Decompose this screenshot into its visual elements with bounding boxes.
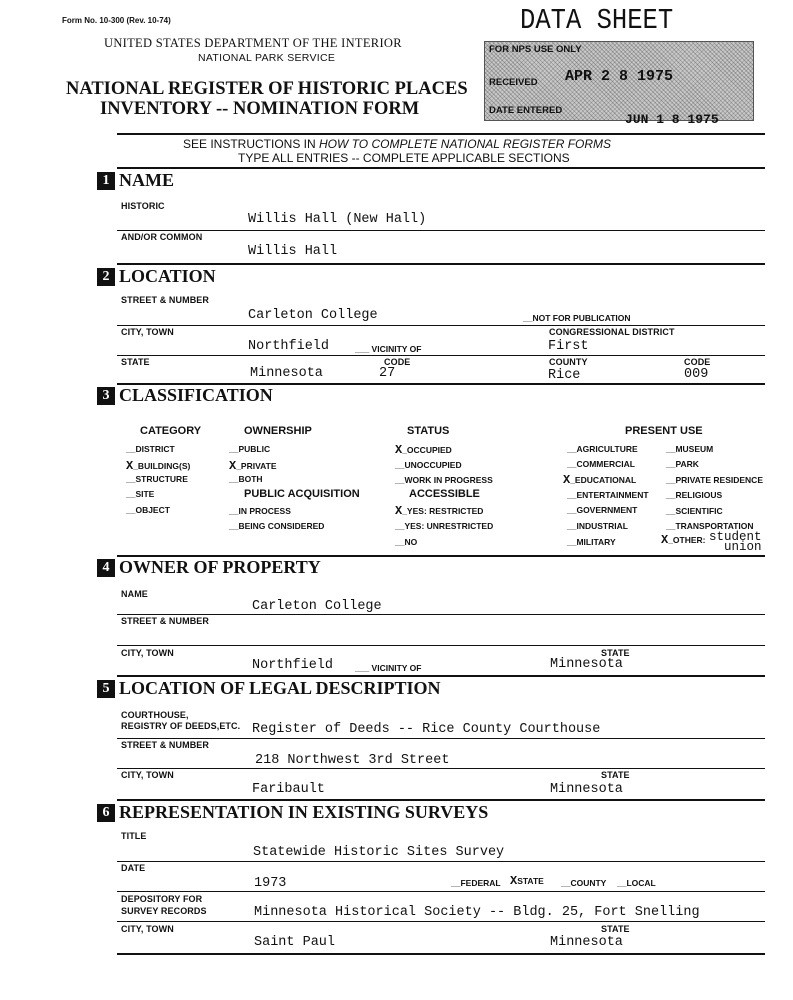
divider [117, 953, 765, 955]
county-label: COUNTY [549, 357, 588, 367]
check-mark: X [563, 473, 571, 487]
use-scientific: __SCIENTIFIC [666, 506, 723, 516]
courthouse-label-1: COURTHOUSE, [121, 710, 189, 720]
category-buildings-label: _BUILDING(S) [133, 461, 191, 471]
field-line [117, 861, 765, 862]
survey-date-value: 1973 [254, 876, 287, 891]
form-number: Form No. 10-300 (Rev. 10-74) [62, 16, 171, 25]
legal-state-label: STATE [601, 770, 630, 780]
historic-name: Willis Hall (New Hall) [248, 212, 427, 227]
section-number: 4 [97, 559, 115, 577]
level-county: __COUNTY [561, 878, 607, 888]
section-title: LOCATION OF LEGAL DESCRIPTION [119, 678, 441, 698]
county-value: Rice [548, 368, 581, 383]
check-mark: X [229, 459, 237, 473]
section-number: 2 [97, 268, 115, 286]
use-other-label: _OTHER: [668, 535, 706, 545]
use-industrial: __INDUSTRIAL [567, 521, 628, 531]
check-mark: X [661, 533, 669, 547]
legal-city-label: CITY, TOWN [121, 770, 174, 780]
depository-value: Minnesota Historical Society -- Bldg. 25, Fort Snelling [254, 905, 700, 920]
category-header: CATEGORY [140, 425, 202, 437]
nps-label: FOR NPS USE ONLY [489, 44, 582, 55]
check-mark: X [510, 874, 518, 888]
street-value: Carleton College [248, 308, 378, 323]
field-line [117, 645, 765, 646]
courthouse-value: Register of Deeds -- Rice County Courthouse [252, 722, 601, 737]
legal-street-value: 218 Northwest 3rd Street [255, 753, 450, 768]
county-code-label: CODE [684, 357, 711, 367]
use-other [661, 533, 706, 547]
owner-state-value: Minnesota [550, 657, 623, 672]
use-government: __GOVERNMENT [567, 505, 638, 515]
survey-date-label: DATE [121, 863, 146, 873]
owner-city-label: CITY, TOWN [121, 648, 174, 658]
owner-vicinity-of: ___ VICINITY OF [355, 663, 422, 673]
state-label: STATE [121, 357, 150, 367]
status-work-in-progress: __WORK IN PROGRESS [395, 475, 493, 485]
common-name: Willis Hall [248, 244, 338, 259]
divider [117, 167, 765, 169]
nps-use-box [484, 41, 754, 127]
instructions-emphasis: HOW TO COMPLETE NATIONAL REGISTER FORMS [319, 137, 612, 151]
department: UNITED STATES DEPARTMENT OF THE INTERIOR [104, 36, 402, 50]
check-mark: X [395, 443, 403, 457]
section-title: OWNER OF PROPERTY [119, 557, 321, 577]
received-label: RECEIVED [489, 77, 538, 88]
use-private-residence: __PRIVATE RESIDENCE [666, 475, 763, 485]
check-mark: X [395, 504, 403, 518]
category-structure: __STRUCTURE [126, 474, 188, 484]
level-state [510, 874, 544, 888]
field-line [117, 325, 765, 326]
form-title-line1: NATIONAL REGISTER OF HISTORIC PLACES [66, 79, 468, 99]
divider [117, 675, 765, 677]
service: NATIONAL PARK SERVICE [198, 52, 336, 64]
instructions-prefix: SEE INSTRUCTIONS IN [183, 137, 320, 151]
status-unoccupied: __UNOCCUPIED [395, 460, 462, 470]
acq-in-process: __IN PROCESS [229, 506, 291, 516]
use-museum: __MUSEUM [666, 444, 714, 454]
city-label: CITY, TOWN [121, 327, 174, 337]
historic-label: HISTORIC [121, 201, 165, 211]
survey-state-label: STATE [601, 924, 630, 934]
ownership-private [229, 459, 277, 473]
survey-state-value: Minnesota [550, 935, 623, 950]
use-educational [563, 473, 636, 487]
ownership-private-label: _PRIVATE [236, 461, 277, 471]
use-educational-label: _EDUCATIONAL [570, 475, 637, 485]
field-line [117, 230, 765, 231]
use-agriculture: __AGRICULTURE [567, 444, 638, 454]
field-line [117, 768, 765, 769]
field-line [117, 355, 765, 356]
category-site: __SITE [126, 489, 155, 499]
use-other-value-1: student [709, 530, 762, 544]
access-restricted [395, 504, 483, 518]
county-code: 009 [684, 367, 709, 382]
city-value: Northfield [248, 339, 330, 354]
legal-city-value: Faribault [252, 782, 325, 797]
survey-title-value: Statewide Historic Sites Survey [253, 845, 505, 860]
level-local: __LOCAL [617, 878, 656, 888]
section-number: 3 [97, 387, 115, 405]
category-district: __DISTRICT [126, 444, 175, 454]
check-mark: X [126, 459, 134, 473]
divider [117, 263, 765, 265]
owner-street-label: STREET & NUMBER [121, 616, 210, 626]
ownership-both: __BOTH [229, 474, 263, 484]
section-title: REPRESENTATION IN EXISTING SURVEYS [119, 802, 489, 822]
ownership-public: __PUBLIC [229, 444, 271, 454]
congressional-district-label: CONGRESSIONAL DISTRICT [549, 327, 675, 337]
section-number: 6 [97, 804, 115, 822]
ownership-header: OWNERSHIP [244, 425, 312, 437]
survey-title-label: TITLE [121, 831, 147, 841]
survey-city-label: CITY, TOWN [121, 924, 174, 934]
accessible-header: ACCESSIBLE [409, 488, 480, 500]
use-park: __PARK [666, 459, 699, 469]
code-label: CODE [384, 357, 411, 367]
street-label: STREET & NUMBER [121, 295, 210, 305]
section-title: CLASSIFICATION [119, 385, 273, 405]
field-line [117, 921, 765, 922]
courthouse-label-2: REGISTRY OF DEEDS,ETC. [121, 721, 241, 731]
common-label: AND/OR COMMON [121, 232, 203, 242]
field-line [117, 614, 765, 615]
section-number: 1 [97, 172, 115, 190]
divider [117, 133, 765, 135]
use-commercial: __COMMERCIAL [567, 459, 636, 469]
state-code: 27 [379, 366, 396, 381]
access-restricted-label: _YES: RESTRICTED [402, 506, 484, 516]
use-religious: __RELIGIOUS [666, 490, 723, 500]
use-transportation: __TRANSPORTATION [666, 521, 754, 531]
acq-being-considered: __BEING CONSIDERED [229, 521, 325, 531]
received-stamp: APR 2 8 1975 [565, 68, 674, 85]
section-title: LOCATION [119, 266, 216, 286]
owner-name-label: NAME [121, 589, 148, 599]
date-entered-label: DATE ENTERED [489, 105, 563, 116]
category-object: __OBJECT [126, 505, 170, 515]
level-federal: __FEDERAL [451, 878, 501, 888]
section-title: NAME [119, 170, 174, 190]
section-number: 5 [97, 680, 115, 698]
congressional-district-value: First [548, 339, 589, 354]
present-use-header: PRESENT USE [625, 425, 703, 437]
field-line [117, 738, 765, 739]
data-sheet-heading: DATA SHEET [520, 4, 674, 37]
status-occupied [395, 443, 452, 457]
depository-label-2: SURVEY RECORDS [121, 906, 207, 916]
survey-city-value: Saint Paul [254, 935, 336, 950]
owner-name-value: Carleton College [252, 599, 382, 614]
vicinity-of: ___ VICINITY OF [355, 344, 422, 354]
instructions-line2: TYPE ALL ENTRIES -- COMPLETE APPLICABLE SECTIONS [238, 151, 570, 165]
field-line [117, 891, 765, 892]
public-acquisition-header: PUBLIC ACQUISITION [244, 488, 360, 500]
owner-state-label: STATE [601, 648, 630, 658]
status-header: STATUS [407, 425, 450, 437]
date-entered-stamp: JUN 1 8 1975 [625, 112, 719, 127]
access-unrestricted: __YES: UNRESTRICTED [395, 521, 494, 531]
state-value: Minnesota [250, 366, 323, 381]
owner-city-value: Northfield [252, 658, 334, 673]
not-for-publication: __NOT FOR PUBLICATION [523, 313, 631, 323]
level-state-label: STATE [517, 876, 544, 886]
use-military: __MILITARY [567, 537, 616, 547]
use-entertainment: __ENTERTAINMENT [567, 490, 649, 500]
access-no: __NO [395, 537, 418, 547]
use-other-value-2: union [724, 540, 762, 554]
category-buildings [126, 459, 190, 473]
legal-street-label: STREET & NUMBER [121, 740, 210, 750]
form-title-line2: INVENTORY -- NOMINATION FORM [100, 99, 420, 119]
legal-state-value: Minnesota [550, 782, 623, 797]
depository-label-1: DEPOSITORY FOR [121, 894, 203, 904]
instructions-line1 [183, 137, 611, 151]
divider [117, 799, 765, 801]
status-occupied-label: _OCCUPIED [402, 445, 452, 455]
